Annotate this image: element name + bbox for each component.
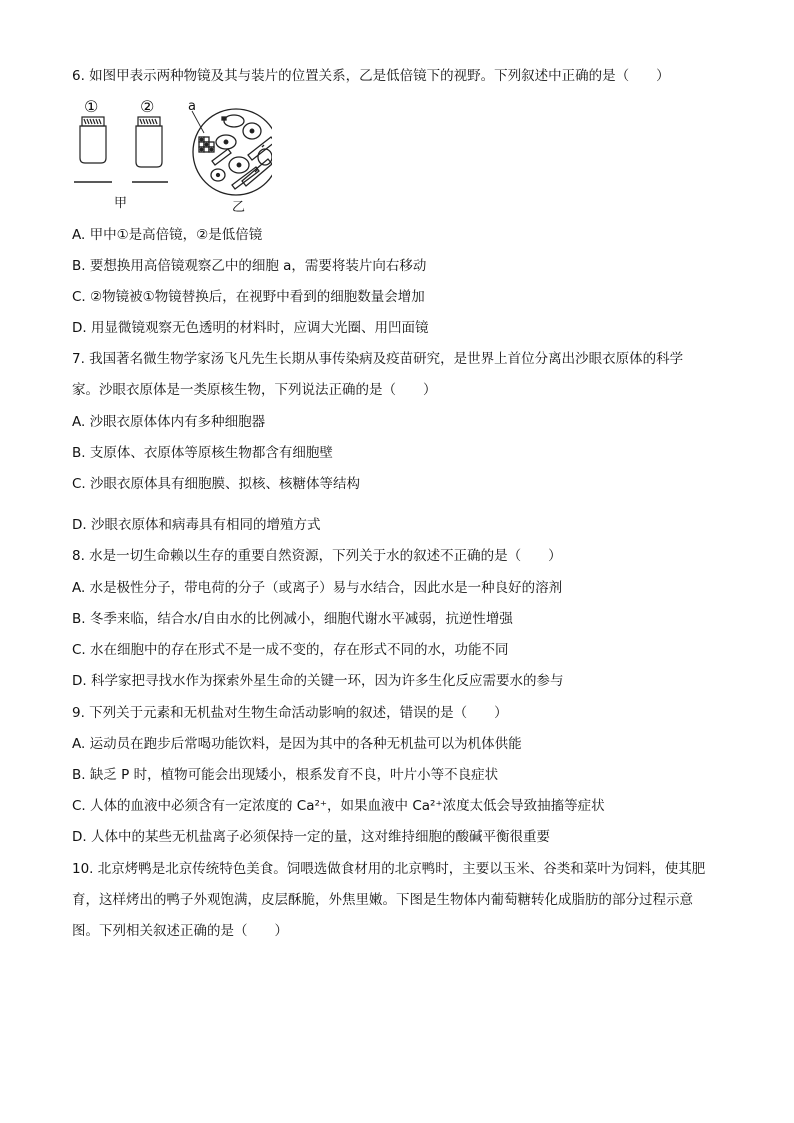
cell-a-label: a xyxy=(188,99,196,114)
objective-1-label: ① xyxy=(84,97,99,116)
q6-option-a: A. 甲中①是高倍镜，②是低倍镜 xyxy=(72,227,263,243)
q8-stem: 8. 水是一切生命赖以生存的重要自然资源，下列关于水的叙述不正确的是（ ） xyxy=(72,548,562,564)
objective-2-label: ② xyxy=(140,97,155,116)
q10-stem-line-3: 图。下列相关叙述正确的是（ ） xyxy=(72,923,288,939)
caption-yi: 乙 xyxy=(232,200,246,215)
q10-stem-line-1: 10. 北京烤鸭是北京传统特色美食。饲喂选做食材用的北京鸭时，主要以玉米、谷类和菜叶为饲料，使其肥 xyxy=(72,861,706,877)
objective-2-icon xyxy=(132,117,168,182)
q6-figure xyxy=(72,97,272,215)
q7-stem-line-1: 7. 我国著名微生物学家汤飞凡先生长期从事传染病及疫苗研究，是世界上首位分离出沙眼衣原体的科学 xyxy=(72,351,684,367)
field-of-view-icon xyxy=(192,109,272,195)
q9-option-d: D. 人体中的某些无机盐离子必须保持一定的量，这对维持细胞的酸碱平衡很重要 xyxy=(72,829,550,845)
q10-stem-line-2: 育，这样烤出的鸭子外观饱满，皮层酥脆，外焦里嫩。下图是生物体内葡萄糖转化成脂肪的部分过程示意 xyxy=(72,892,693,908)
q9-option-a: A. 运动员在跑步后常喝功能饮料，是因为其中的各种无机盐可以为机体供能 xyxy=(72,736,522,752)
microscope-diagram xyxy=(72,97,272,212)
q8-option-d: D. 科学家把寻找水作为探索外星生命的关键一环，因为许多生化反应需要水的参与 xyxy=(72,673,564,689)
q6-option-b: B. 要想换用高倍镜观察乙中的细胞 a，需要将装片向右移动 xyxy=(72,258,427,274)
q7-stem-line-2: 家。沙眼衣原体是一类原核生物，下列说法正确的是（ ） xyxy=(72,382,437,398)
q6-stem: 6. 如图甲表示两种物镜及其与装片的位置关系，乙是低倍镜下的视野。下列叙述中正确的是（ ） xyxy=(72,68,670,84)
objective-1-icon xyxy=(74,117,112,182)
caption-jia: 甲 xyxy=(114,196,128,211)
q7-option-b: B. 支原体、衣原体等原核生物都含有细胞壁 xyxy=(72,445,333,461)
q6-option-d: D. 用显微镜观察无色透明的材料时，应调大光圈、用凹面镜 xyxy=(72,320,429,336)
q7-option-d: D. 沙眼衣原体和病毒具有相同的增殖方式 xyxy=(72,517,321,533)
q9-stem: 9. 下列关于元素和无机盐对生物生命活动影响的叙述，错误的是（ ） xyxy=(72,705,508,721)
q7-option-c: C. 沙眼衣原体具有细胞膜、拟核、核糖体等结构 xyxy=(72,476,361,492)
q8-option-c: C. 水在细胞中的存在形式不是一成不变的，存在形式不同的水，功能不同 xyxy=(72,642,509,658)
q6-option-c: C. ②物镜被①物镜替换后，在视野中看到的细胞数量会增加 xyxy=(72,289,425,305)
q9-option-c: C. 人体的血液中必须含有一定浓度的 Ca²⁺，如果血液中 Ca²⁺浓度太低会导致抽搐等症状 xyxy=(72,798,605,814)
q8-option-b: B. 冬季来临，结合水/自由水的比例减小，细胞代谢水平减弱，抗逆性增强 xyxy=(72,611,513,627)
q7-option-a: A. 沙眼衣原体体内有多种细胞器 xyxy=(72,414,266,430)
q9-option-b: B. 缺乏 P 时，植物可能会出现矮小，根系发育不良，叶片小等不良症状 xyxy=(72,767,499,783)
q8-option-a: A. 水是极性分子，带电荷的分子（或离子）易与水结合，因此水是一种良好的溶剂 xyxy=(72,580,563,596)
